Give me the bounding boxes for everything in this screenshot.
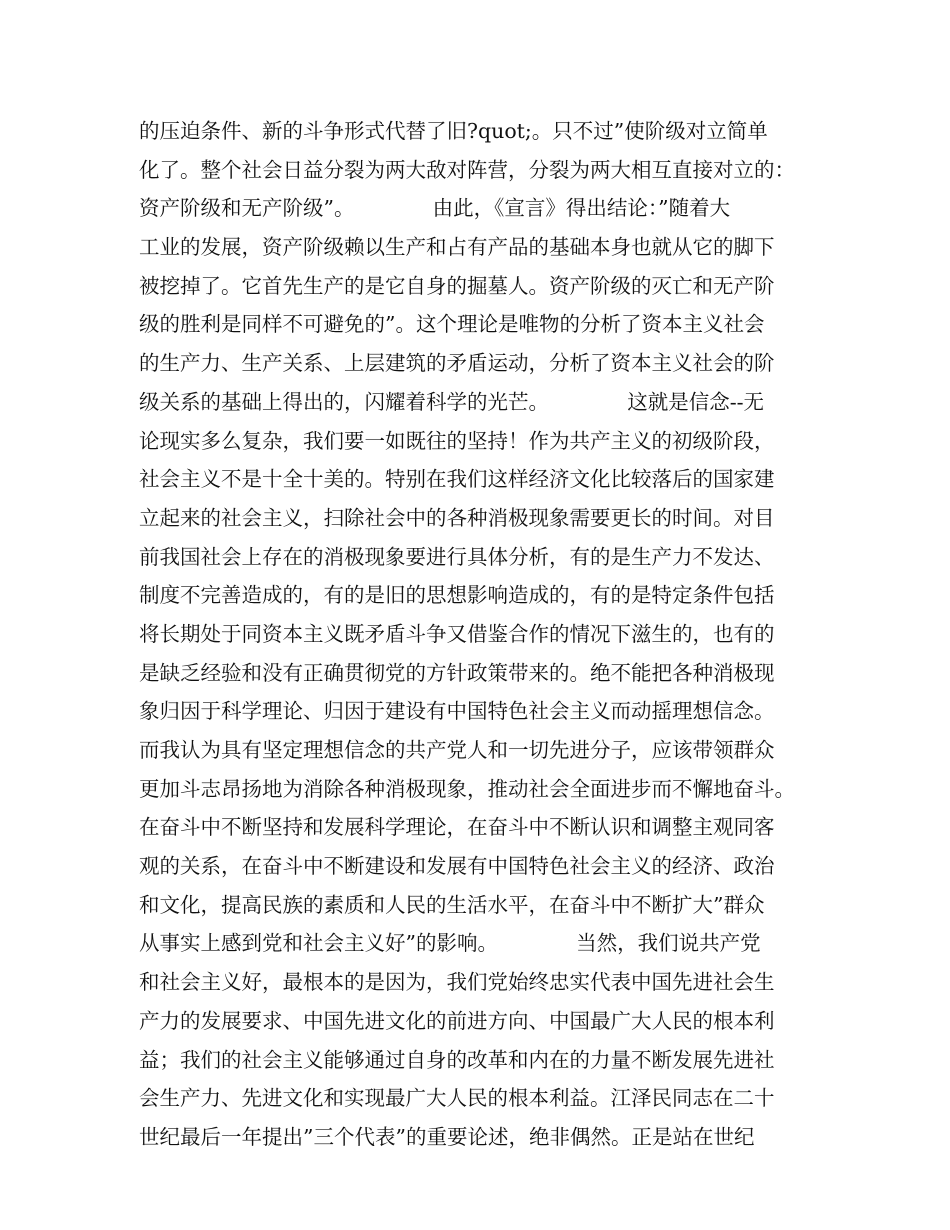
text-line: 和文化，提高民族的素质和人民的生活水平，在奋斗中不断扩大”群众 [139, 892, 765, 917]
text-line: 会生产力、先进文化和实现最广大人民的根本利益。江泽民同志在二十 [139, 1086, 775, 1111]
text-line: 的压迫条件、新的斗争形式代替了旧?quot;。只不过”使阶级对立简单 [139, 119, 768, 143]
text-line: 将长期处于同资本主义既矛盾斗争又借鉴合作的情况下滋生的，也有的 [139, 621, 775, 646]
text-line: 工业的发展，资产阶级赖以生产和占有产品的基础本身也就从它的脚下 [139, 235, 775, 260]
text-line: 从事实上感到党和社会主义好”的影响。 当然，我们说共产党 [139, 931, 761, 956]
text-line: 和社会主义好，最根本的是因为，我们党始终忠实代表中国先进社会生 [139, 970, 775, 995]
text-line: 论现实多么复杂，我们要一如既往的坚持！作为共产主义的初级阶段， [139, 428, 775, 453]
text-line: 而我认为具有坚定理想信念的共产党人和一切先进分子，应该带领群众 [139, 738, 775, 762]
text-line: 立起来的社会主义，扫除社会中的各种消极现象需要更长的时间。对目 [139, 505, 775, 530]
text-line: 级关系的基础上得出的，闪耀着科学的光芒。 这就是信念--无 [139, 389, 765, 414]
text-line: 的生产力、生产关系、上层建筑的矛盾运动，分析了资本主义社会的阶 [139, 351, 775, 376]
text-line: 更加斗志昂扬地为消除各种消极现象，推动社会全面进步而不懈地奋斗。 [139, 776, 795, 801]
text-line: 世纪最后一年提出”三个代表”的重要论述，绝非偶然。正是站在世纪 [139, 1124, 755, 1149]
text-line: 被挖掉了。它首先生产的是它自身的掘墓人。资产阶级的灭亡和无产阶 [139, 273, 775, 298]
text-line: 资产阶级和无产阶级”。 由此，《宣言》得出结论：”随着大 [139, 196, 731, 221]
text-line: 是缺乏经验和没有正确贯彻党的方针政策带来的。绝不能把各种消极现 [139, 660, 775, 685]
text-line: 益；我们的社会主义能够通过自身的改革和内在的力量不断发展先进社 [139, 1047, 775, 1072]
text-line: 制度不完善造成的，有的是旧的思想影响造成的，有的是特定条件包括 [139, 583, 775, 608]
text-line: 观的关系，在奋斗中不断建设和发展有中国特色社会主义的经济、政治 [139, 854, 775, 879]
text-line: 前我国社会上存在的消极现象要进行具体分析，有的是生产力不发达、 [139, 544, 775, 569]
text-line: 在奋斗中不断坚持和发展科学理论，在奋斗中不断认识和调整主观同客 [139, 815, 775, 840]
text-line: 社会主义不是十全十美的。特别在我们这样经济文化比较落后的国家建 [139, 467, 775, 492]
text-line: 化了。整个社会日益分裂为两大敌对阵营，分裂为两大相互直接对立的： [139, 157, 795, 182]
body-text [139, 112, 829, 1157]
text-line: 级的胜利是同样不可避免的”。这个理论是唯物的分析了资本主义社会 [139, 312, 765, 337]
text-line: 象归因于科学理论、归因于建设有中国特色社会主义而动摇理想信念。 [139, 699, 775, 724]
text-line: 产力的发展要求、中国先进文化的前进方向、中国最广大人民的根本利 [139, 1008, 775, 1033]
